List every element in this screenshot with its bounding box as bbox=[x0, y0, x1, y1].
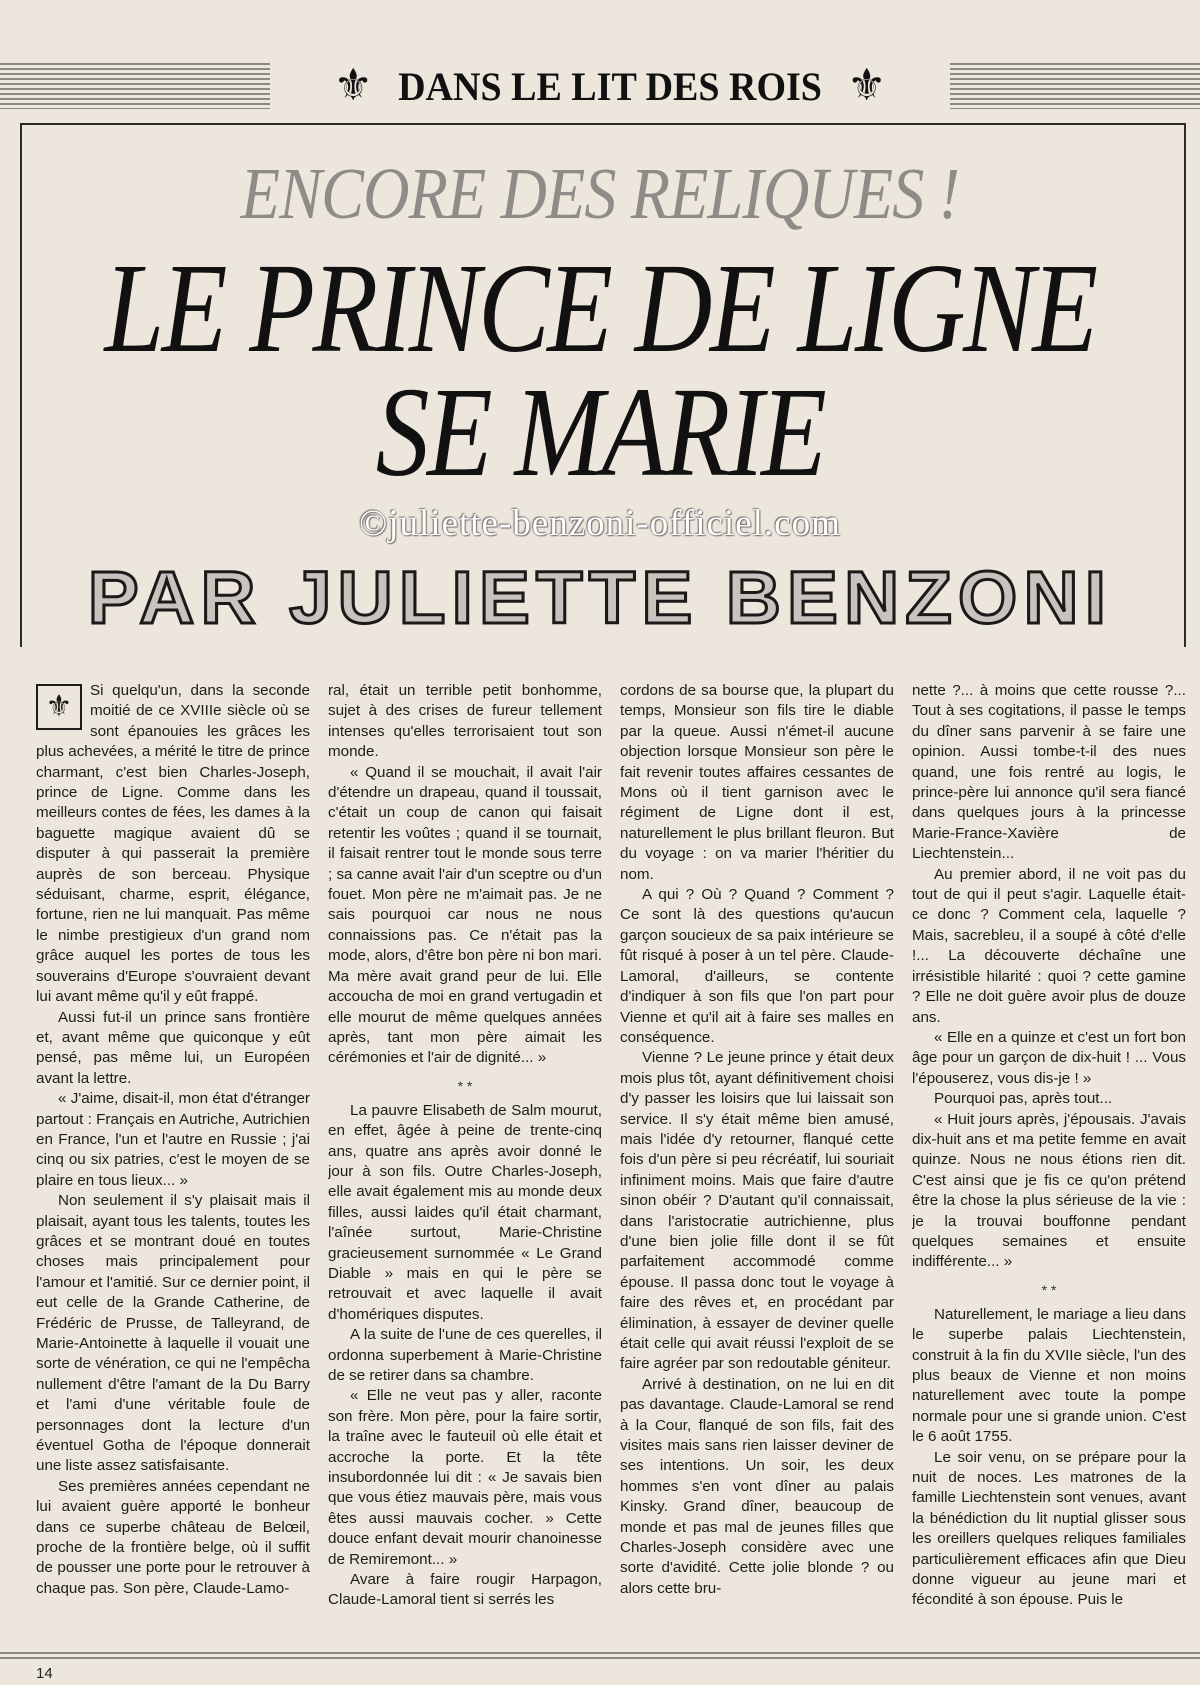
author-byline: PAR JULIETTE BENZONI bbox=[87, 556, 1113, 639]
paragraph: Vienne ? Le jeune prince y était deux mois plus tôt, ayant définitivement choisi d'y passer les loisirs que lui laissait son service. Il s'y était même bien amusé, mais l'idée d'y retourner, flanqué cette fois d'un père si peu récréatif, lui souriait infiniment moins. Mais que faire d'autre sinon obéir ? D'autant qu'il connaissait, dans l'aristocratie autrichienne, plus d'une bien jolie fille dont il se fût parfaitement accommodé comme épouse. Il passa donc tout le voyage à faire des rêves et, en procédant par élimination, à essayer de deviner quelle était celle qui avait réussi l'exploit de se faire agréer par son redoutable géniteur. bbox=[620, 1049, 894, 1373]
paragraph: « J'aime, disait-il, mon état d'étranger partout : Français en Autriche, Autrichien en France, l'un et l'autre en Russie ; j'ai cinq ou six patries, c'est le moyen de se plaire en tous lieux... » bbox=[36, 1090, 310, 1189]
paragraph: Arrivé à destination, on ne lui en dit pas davantage. Claude-Lamoral se rend à la Cour, flanqué de son fils, fait des visites mais sans rien laisser deviner de ses intentions. Un soir, les deux hommes s'en vont dîner au palais Kinsky. Grand dîner, beaucoup de monde et pas mal de jeunes filles que Charles-Joseph considère avec une sorte d'avidité. Cette jolie blonde ? ou alors cette bru- bbox=[620, 1375, 894, 1597]
watermark: ©juliette-benzoni-officiel.com bbox=[359, 503, 841, 544]
page-number: 14 bbox=[36, 1665, 53, 1682]
paragraph: « Huit jours après, j'épousais. J'avais dix-huit ans et ma petite femme en avait quinze. Nous ne nous étions rien dit. C'est ainsi que je fis ce qu'on prétend être la chose la plus sérieuse de la vie : je la trouvai bouffonne pendant quelques semaines et ensuite indifférente... » bbox=[912, 1110, 1186, 1271]
subtitle: ENCORE DES RELIQUES ! bbox=[240, 153, 960, 234]
fleur-de-lis-icon: ⚜ bbox=[36, 684, 82, 730]
headline-line-2: SE MARIE bbox=[375, 361, 825, 503]
footer-stripe-band bbox=[0, 1652, 1200, 1660]
paragraph: Avare à faire rougir Harpagon, Claude-Lamoral tient si serrés les bbox=[328, 1571, 602, 1609]
kicker-text: DANS LE LIT DES ROIS bbox=[398, 63, 822, 109]
section-separator: * * bbox=[1041, 1281, 1057, 1298]
article-body bbox=[36, 681, 1186, 1639]
headline-line-1: LE PRINCE DE LIGNE bbox=[104, 237, 1096, 379]
paragraph: nette ?... à moins que cette rousse ?... Tout à ses cogitations, il passe le temps du dîner sans parvenir à se faire une opinion. Aussi tombe-t-il des nues quand, une fois rentré au logis, le prince-père lui annonce qu'il sera fiancé dans quelques jours à la princesse Marie-France-Xavière de Liechtenstein... bbox=[912, 682, 1186, 863]
paragraph: « Quand il se mouchait, il avait l'air d'étendre un drapeau, quand il toussait, c'était un coup de canon qui faisait retentir les voûtes ; quand il se tournait, il faisait rentrer tout le monde sous terre ; sa canne avait l'air d'un sceptre ou d'un fouet. Mon père ne m'aimait pas. Je ne sais pourquoi car nous ne nous connaissions pas. Ce n'était pas la mode, alors, d'être bon père ni bon mari. Ma mère avait grand peur de lui. Elle accoucha de moi en grand vertugadin et elle mourut de même quelques années après, tant mon père aimait les cérémonies et l'air de dignité... » bbox=[328, 763, 602, 1067]
paragraph: cordons de sa bourse que, la plupart du temps, Monsieur son fils tire le diable par la queue. Aussi n'émet-il aucune objection lorsque Monsieur son père le fait revenir toutes affaires cessantes de Mons où il tient garnison avec le régiment de Ligne dont il est, naturellement le plus brillant fleuron. But du voyage : on va marier l'héritier du nom. bbox=[620, 682, 894, 883]
paragraph: Aussi fut-il un prince sans frontière et, avant même que quiconque y eût pensé, pas même lui, un Européen avant la lettre. bbox=[36, 1008, 310, 1087]
article-column-1 bbox=[36, 681, 310, 1639]
fleur-de-lis-icon: ⚜ bbox=[847, 60, 887, 111]
paragraph: Naturellement, le mariage a lieu dans le superbe palais Liechtenstein, construit à la fin du XVIIe siècle, l'un des plus beaux de Vienne et non moins naturellement avec toute la pompe normale pour une si grande union. C'est le 6 août 1755. bbox=[912, 1305, 1186, 1446]
paragraph: La pauvre Elisabeth de Salm mourut, en effet, âgée à peine de trente-cinq ans, quatre ans après avoir donné le jour à son fils. Outre Charles-Joseph, elle avait également mis au monde deux filles, aussi laides qu'il était charmant, l'aînée surtout, Marie-Christine gracieusement surnommée « Le Grand Diable » mais en qui le père se retrouvait et avec laquelle il avait d'homériques disputes. bbox=[328, 1101, 602, 1323]
paragraph: ⚜ Si quelqu'un, dans la seconde moitié de ce XVIIIe siècle où se sont épanouies les grâces les plus achevées, a mérité le titre de prince charmant, c'est bien Charles-Joseph, prince de Ligne. Comme dans les meilleurs contes de fées, les dames à la baguette magique avaient dû se disputer à qui passerait la première auprès de son berceau. Physique séduisant, charme, esprit, élégance, fortune, rien ne lui manquait. Pas même le nimbe prestigieux d'un grand nom grâce auquel les portes de tous les souverains d'Europe s'ouvraient devant lui avant même qu'il y eût frappé. bbox=[36, 682, 310, 1006]
section-separator: * * bbox=[457, 1077, 473, 1094]
kicker-banner bbox=[270, 58, 950, 114]
paragraph: Ses premières années cependant ne lui avaient guère apporté le bonheur dans ce superbe château de Belœil, proche de la frontière belge, où il suffit de pousser une porte pour le retrouver à chaque pas. Son père, Claude-Lamo- bbox=[36, 1477, 310, 1597]
paragraph: A la suite de l'une de ces querelles, il ordonna superbement à Marie-Christine de se retirer dans sa chambre. bbox=[328, 1326, 602, 1384]
paragraph: A qui ? Où ? Quand ? Comment ? Ce sont là des questions qu'aucun garçon soucieux de sa paix intérieure se fût risqué à poser à un tel père. Claude-Lamoral, d'ailleurs, se contente d'indiquer à son fils que l'on part pour Vienne et qu'il ait à faire ses malles en conséquence. bbox=[620, 886, 894, 1046]
paragraph: Pourquoi pas, après tout... bbox=[934, 1090, 1113, 1108]
paragraph: Le soir venu, on se prépare pour la nuit de noces. Les matrones de la famille Liechtenstein sont venues, avant la bénédiction du lit nuptial glisser sous les oreillers quelques reliques familiales particulièrement efficaces afin que Dieu donne vigueur au jeune mari et fécondité à son épouse. Puis le bbox=[912, 1448, 1186, 1609]
article-column-2 bbox=[328, 681, 602, 1639]
fleur-de-lis-icon: ⚜ bbox=[333, 60, 373, 111]
paragraph: Non seulement il s'y plaisait mais il plaisait, ayant tous les talents, toutes les grâces et se montrant doué en toutes choses mais principalement pour l'amour et l'amitié. Sur ce dernier point, il eut celle de la Grande Catherine, de Frédéric de Prusse, de Talleyrand, de Marie-Antoinette à laquelle il vouait une sorte de vénération, ce qui ne l'empêcha nullement d'être l'amant de la Du Barry et l'ami d'une véritable foule de personnages dont la lecture d'un éventuel Gotha de l'époque donnerait une liste assez satisfaisante. bbox=[36, 1192, 310, 1475]
paragraph: ral, était un terrible petit bonhomme, sujet à des crises de fureur tellement intenses qu'elles terrorisaient tout son monde. bbox=[328, 682, 602, 761]
paragraph: « Elle ne veut pas y aller, raconte son frère. Mon père, pour la faire sortir, la traîne avec le fauteuil où elle était et accroche la porte. Et la tête insubordonnée lui dit : « Je savais bien que vous étiez mauvais père, mais vous êtes aussi mauvais cocher. » Cette douce enfant devait mourir chanoinesse de Remiremont... » bbox=[328, 1387, 602, 1568]
paragraph: Au premier abord, il ne voit pas du tout de qui il peut s'agir. Laquelle était-ce donc ? Comment cela, laquelle ? Mais, sacrebleu, il a soupé à côté d'elle !... La découverte déchaîne une irrésistible hilarité : quoi ? cette gamine ? Elle ne doit guère avoir plus de douze ans. bbox=[912, 865, 1186, 1026]
paragraph: « Elle en a quinze et c'est un fort bon âge pour un garçon de dix-huit ! ... Vous l'épouserez, vous dis-je ! » bbox=[912, 1028, 1186, 1087]
article-column-4 bbox=[912, 681, 1186, 1639]
article-column-3 bbox=[620, 681, 894, 1639]
